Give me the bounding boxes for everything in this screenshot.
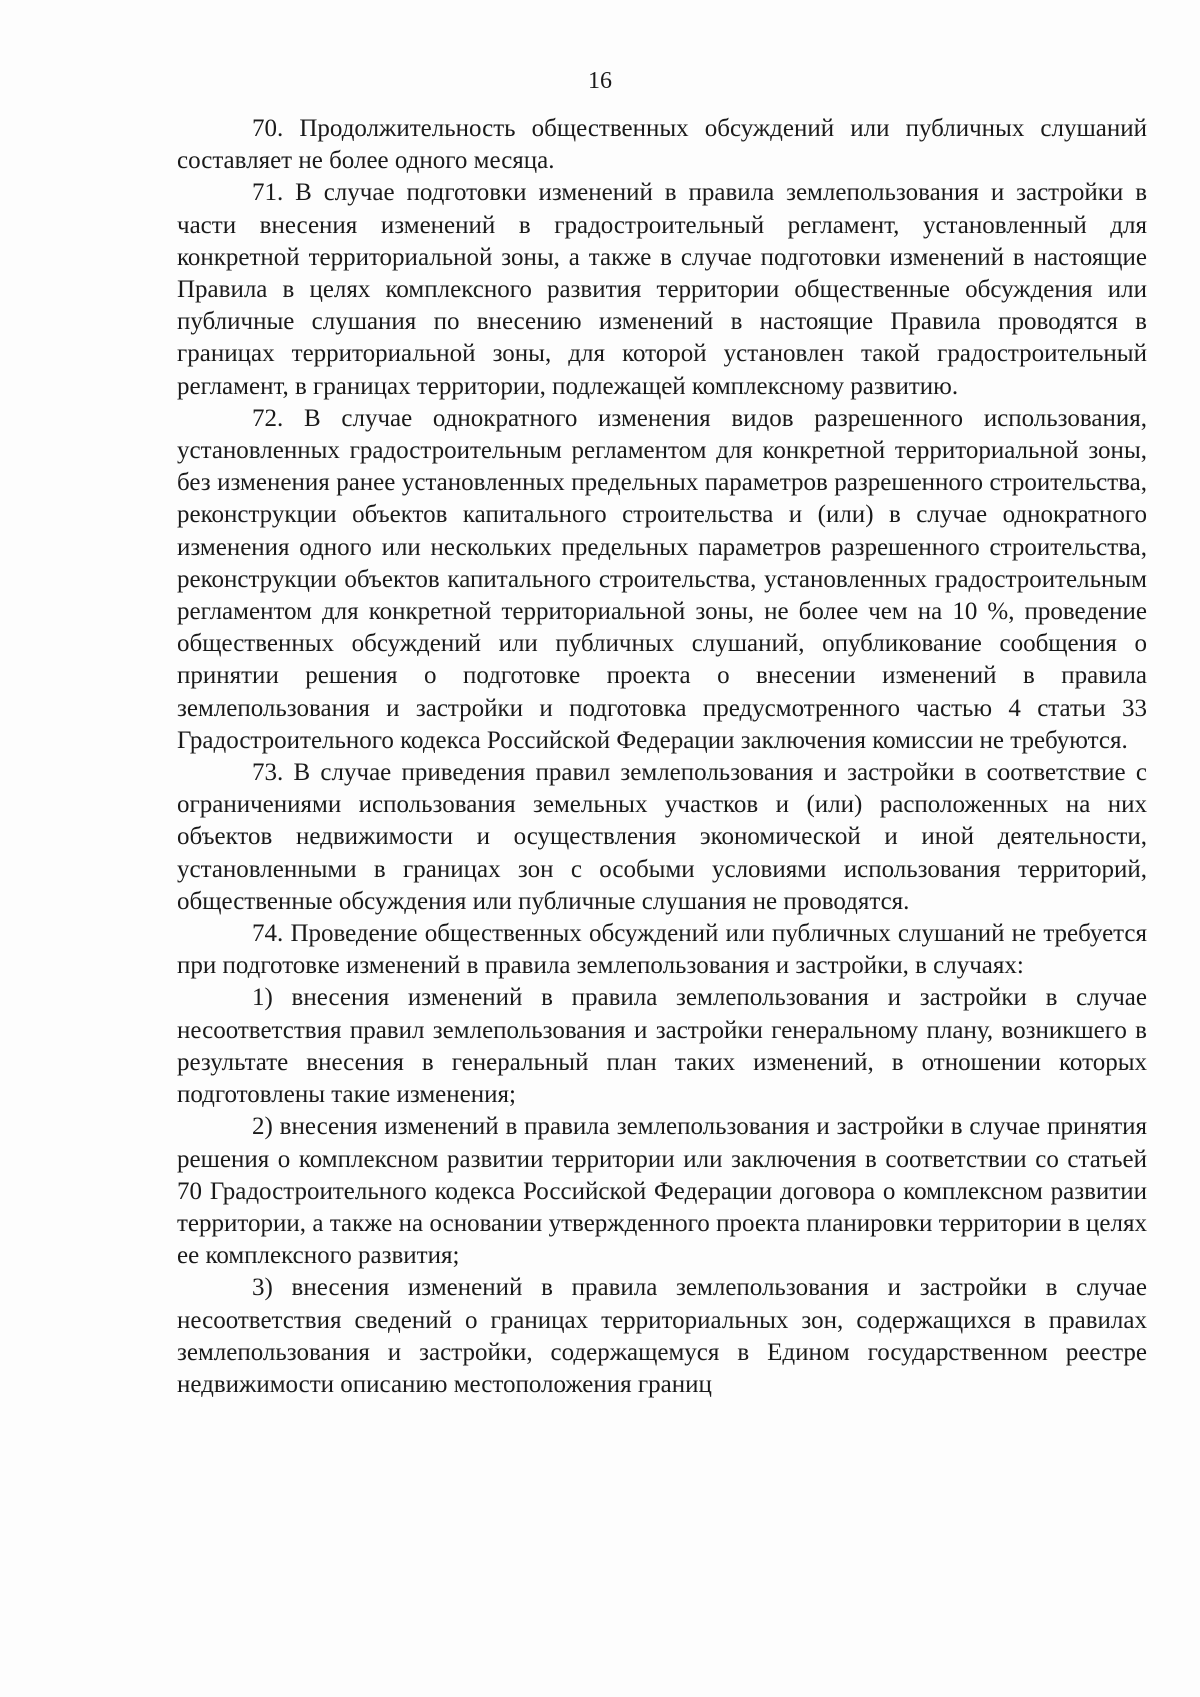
- list-item-3: 3) внесения изменений в правила землепользования и застройки в случае несоответствия сведений о границах территориальных зон, содержащихся в правилах землепользования и застройки, содержащемуся в Едином государственном реестре недвижимости описанию местоположения границ: [177, 1274, 1147, 1398]
- paragraph-72: 72. В случае однократного изменения видов разрешенного использования, установленных градостроительным регламентом для конкретной территориальной зоны, без изменения ранее установленных предельных параметров разрешенного строительства, реконструкции объектов капитального строительства и (или) в случае однократного изменения одного или нескольких предельных параметров разрешенного строительства, реконструкции объектов капитального строительства, установленных градостроительным регламентом для конкретной территориальной зоны, не более чем на 10 %, проведение общественных обсуждений или публичных слушаний, опубликование сообщения о принятии решения о подготовке проекта о внесении изменений в правила землепользования и застройки и подготовка предусмотренного частью 4 статьи 33 Градостроительного кодекса Российской Федерации заключения комиссии не требуются.: [177, 404, 1147, 754]
- paragraph-73: 73. В случае приведения правил землепользования и застройки в соответствие с ограничениями использования земельных участков и (или) расположенных на них объектов недвижимости и осуществления экономической и иной деятельности, установленными в границах зон с особыми условиями использования территорий, общественные обсуждения или публичные слушания не проводятся.: [177, 759, 1147, 915]
- document-body: [177, 113, 1147, 1401]
- paragraph-74: 74. Проведение общественных обсуждений или публичных слушаний не требуется при подготовке изменений в правила землепользования и застройки, в случаях:: [177, 920, 1147, 980]
- list-item-1: 1) внесения изменений в правила землепользования и застройки в случае несоответствия правил землепользования и застройки генеральному плану, возникшего в результате внесения в генеральный план таких изменений, в отношении которых подготовлены такие изменения;: [177, 984, 1147, 1109]
- paragraph-70: 70. Продолжительность общественных обсуждений или публичных слушаний составляет не более одного месяца.: [177, 115, 1147, 175]
- page-number: 16: [588, 68, 612, 94]
- paragraph-71: 71. В случае подготовки изменений в правила землепользования и застройки в части внесения изменений в градостроительный регламент, установленный для конкретной территориальной зоны, а также в случае подготовки изменений в настоящие Правила в целях комплексного развития территории общественные обсуждения или публичные слушания по внесению изменений в настоящие Правила проводятся в границах территориальной зоны, для которой установлен такой градостроительный регламент, в границах территории, подлежащей комплексному развитию.: [177, 179, 1147, 400]
- list-item-2: 2) внесения изменений в правила землепользования и застройки в случае принятия решения о комплексном развитии территории или заключения в соответствии со статьей 70 Градостроительного кодекса Российской Федерации договора о комплексном развитии территории, а также на основании утвержденного проекта планировки территории в целях ее комплексного развития;: [177, 1113, 1147, 1270]
